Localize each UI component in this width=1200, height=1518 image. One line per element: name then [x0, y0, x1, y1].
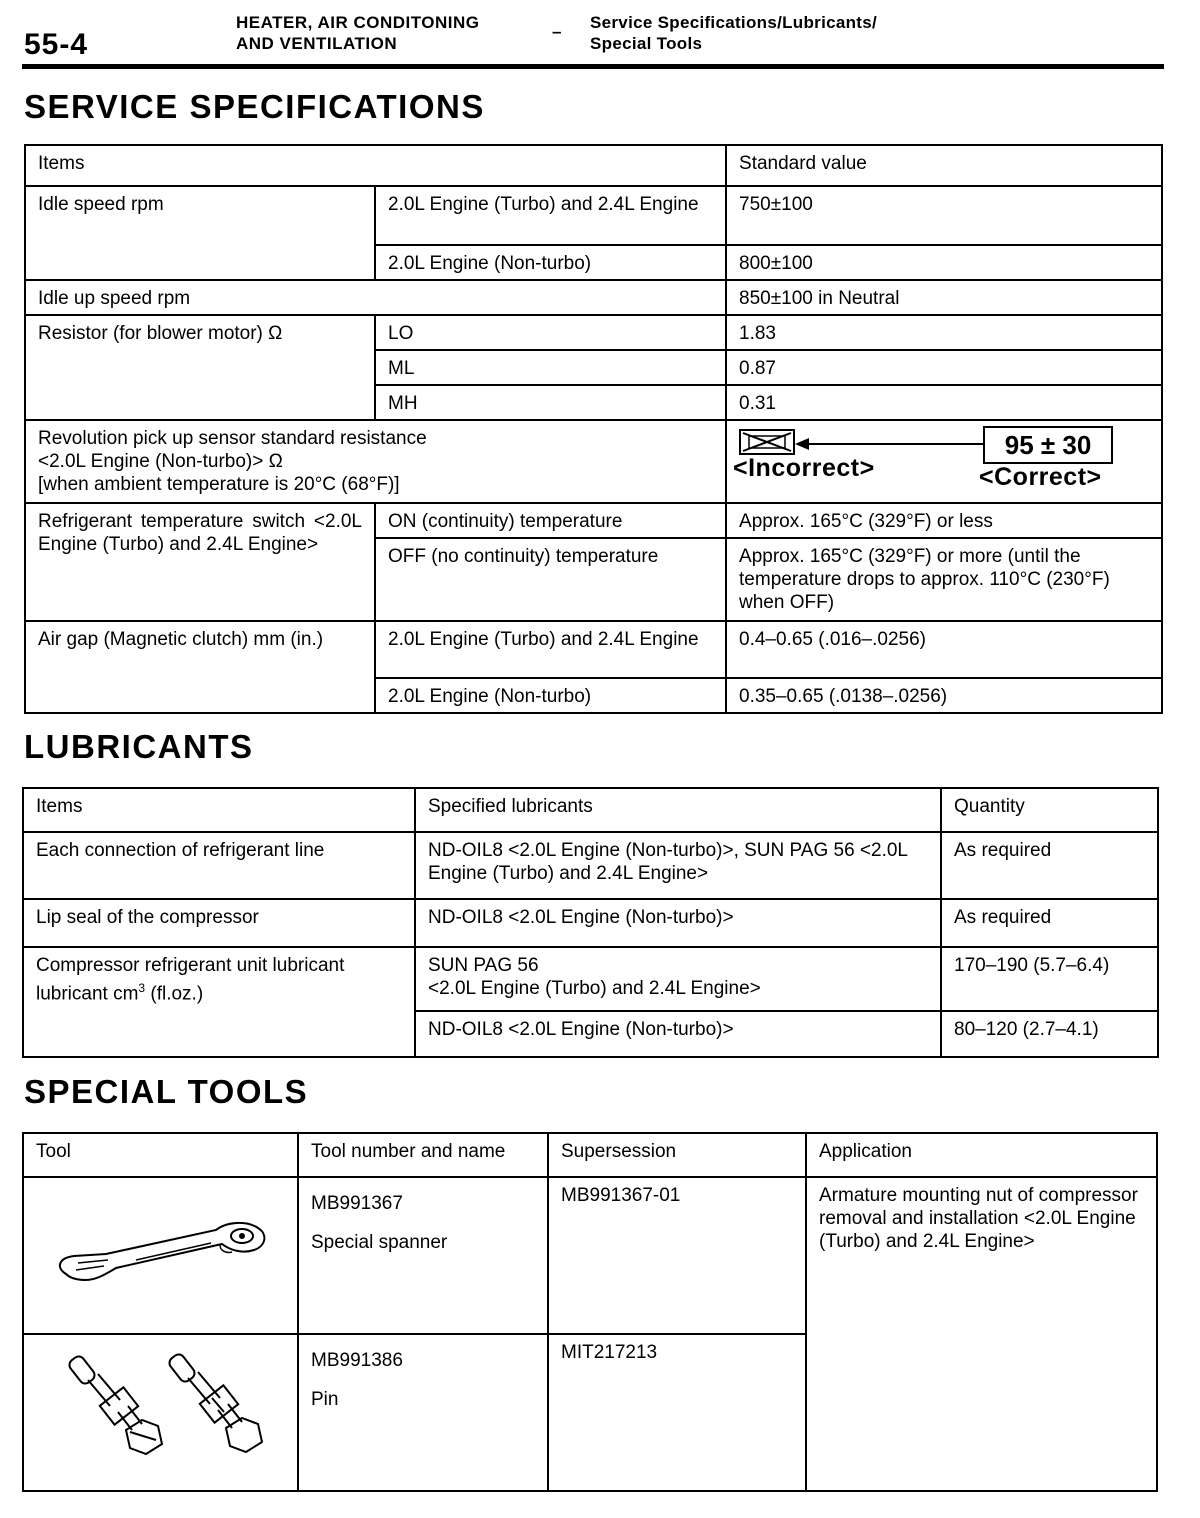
refrigerant-off-value: Approx. 165°C (329°F) or more (until the temperature drops to approx. 110°C (230°F) when OFF) — [726, 538, 1162, 621]
special-tools-table — [22, 1132, 1158, 1492]
resistor-label: Resistor (for blower motor) Ω — [25, 315, 375, 420]
col-tool-number: Tool number and name — [298, 1133, 548, 1177]
refrigerant-off-cond: OFF (no continuity) temperature — [375, 538, 726, 621]
lub-spec-3b: ND-OIL8 <2.0L Engine (Non-turbo)> — [415, 1011, 941, 1057]
topic-title: Service Specifications/Lubricants/ Special Tools — [590, 13, 878, 53]
header-dash: – — [552, 22, 562, 41]
tool-supersession: MIT217213 — [548, 1334, 806, 1491]
tool-name: Pin — [311, 1389, 339, 1410]
tool-name: Special spanner — [311, 1232, 448, 1253]
idle-speed-label: Idle speed rpm — [25, 186, 375, 280]
idle-up-label: Idle up speed rpm — [25, 280, 726, 315]
resistor-cond-ml: ML — [375, 350, 726, 385]
air-gap-value-2: 0.35–0.65 (.0138–.0256) — [726, 678, 1162, 713]
lubricants-table — [22, 787, 1159, 1058]
idle-up-value: 850±100 in Neutral — [726, 280, 1162, 315]
tool-number: MB991386 — [311, 1350, 403, 1371]
col-items: Items — [25, 145, 726, 186]
table-row — [23, 947, 1158, 1011]
lubricants-heading: LUBRICANTS — [24, 728, 254, 765]
table-row — [25, 280, 1162, 315]
col-quantity: Quantity — [941, 788, 1158, 832]
lub-item-3: Compressor refrigerant unit lubricant lubricant $cm^3$ (fl.oz.) — [23, 947, 415, 1057]
table-row — [25, 621, 1162, 678]
crossed-out-value-icon — [739, 429, 795, 455]
lub-spec-3a: SUN PAG 56 <2.0L Engine (Turbo) and 2.4L Engine> — [415, 947, 941, 1011]
col-standard-value: Standard value — [726, 145, 1162, 186]
col-tool: Tool — [23, 1133, 298, 1177]
service-specifications-heading: SERVICE SPECIFICATIONS — [24, 88, 485, 125]
tool-supersession: MB991367-01 — [548, 1177, 806, 1334]
air-gap-value-1: 0.4–0.65 (.016–.0256) — [726, 621, 1162, 678]
refrigerant-switch-label: Refrigerant temperature switch <2.0L Engine (Turbo) and 2.4L Engine> — [25, 503, 375, 621]
tool-number-cell — [298, 1177, 548, 1334]
tool-illustration-cell — [23, 1334, 298, 1491]
table-header-row — [23, 788, 1158, 832]
table-header-row — [25, 145, 1162, 186]
refrigerant-on-cond: ON (continuity) temperature — [375, 503, 726, 538]
table-row — [23, 1177, 1157, 1334]
revolution-value — [726, 420, 1162, 503]
col-application: Application — [806, 1133, 1157, 1177]
tool-number-cell — [298, 1334, 548, 1491]
pin-icon — [46, 1350, 276, 1470]
special-tools-heading: SPECIAL TOOLS — [24, 1073, 309, 1110]
arrow-left-icon — [795, 437, 985, 451]
header-rule — [22, 64, 1164, 69]
lub-qty-3b: 80–120 (2.7–4.1) — [941, 1011, 1158, 1057]
section-title: HEATER, AIR CONDITONING AND VENTILATION — [236, 13, 480, 53]
resistor-value-ml: 0.87 — [726, 350, 1162, 385]
idle-speed-value-2: 800±100 — [726, 245, 1162, 280]
table-row — [25, 420, 1162, 503]
service-specifications-table — [24, 144, 1163, 714]
air-gap-cond-2: 2.0L Engine (Non-turbo) — [375, 678, 726, 713]
correct-label: <Correct> — [979, 463, 1102, 491]
page-number: 55-4 — [24, 28, 89, 61]
table-row — [23, 899, 1158, 947]
lub-qty-3a: 170–190 (5.7–6.4) — [941, 947, 1158, 1011]
lub-spec-1: ND-OIL8 <2.0L Engine (Non-turbo)>, SUN PAG 56 <2.0L Engine (Turbo) and 2.4L Engine> — [415, 832, 941, 899]
incorrect-label: <Incorrect> — [733, 454, 875, 482]
table-row — [25, 503, 1162, 538]
resistor-cond-mh: MH — [375, 385, 726, 420]
table-row — [25, 315, 1162, 350]
idle-speed-cond-2: 2.0L Engine (Non-turbo) — [375, 245, 726, 280]
air-gap-cond-1: 2.0L Engine (Turbo) and 2.4L Engine — [375, 621, 726, 678]
idle-speed-cond-1: 2.0L Engine (Turbo) and 2.4L Engine — [375, 186, 726, 245]
resistor-value-lo: 1.83 — [726, 315, 1162, 350]
revolution-label: Revolution pick up sensor standard resistance <2.0L Engine (Non-turbo)> Ω [when ambient temperature is 20°C (68°F)] — [25, 420, 726, 503]
table-row — [25, 186, 1162, 245]
resistor-cond-lo: LO — [375, 315, 726, 350]
table-row — [23, 832, 1158, 899]
lub-qty-1: As required — [941, 832, 1158, 899]
col-supersession: Supersession — [548, 1133, 806, 1177]
col-specified-lubricants: Specified lubricants — [415, 788, 941, 832]
tool-application: Armature mounting nut of compressor removal and installation <2.0L Engine (Turbo) and 2.4L Engine> — [806, 1177, 1157, 1491]
lub-item-1: Each connection of refrigerant line — [23, 832, 415, 899]
idle-speed-value-1: 750±100 — [726, 186, 1162, 245]
lub-spec-2: ND-OIL8 <2.0L Engine (Non-turbo)> — [415, 899, 941, 947]
correct-value-box: 95 ± 30 — [983, 426, 1113, 464]
lub-item-2: Lip seal of the compressor — [23, 899, 415, 947]
lub-qty-2: As required — [941, 899, 1158, 947]
col-items: Items — [23, 788, 415, 832]
spanner-icon — [46, 1208, 276, 1298]
refrigerant-on-value: Approx. 165°C (329°F) or less — [726, 503, 1162, 538]
tool-number: MB991367 — [311, 1193, 403, 1214]
air-gap-label: Air gap (Magnetic clutch) mm (in.) — [25, 621, 375, 713]
resistor-value-mh: 0.31 — [726, 385, 1162, 420]
table-header-row — [23, 1133, 1157, 1177]
tool-illustration-cell — [23, 1177, 298, 1334]
